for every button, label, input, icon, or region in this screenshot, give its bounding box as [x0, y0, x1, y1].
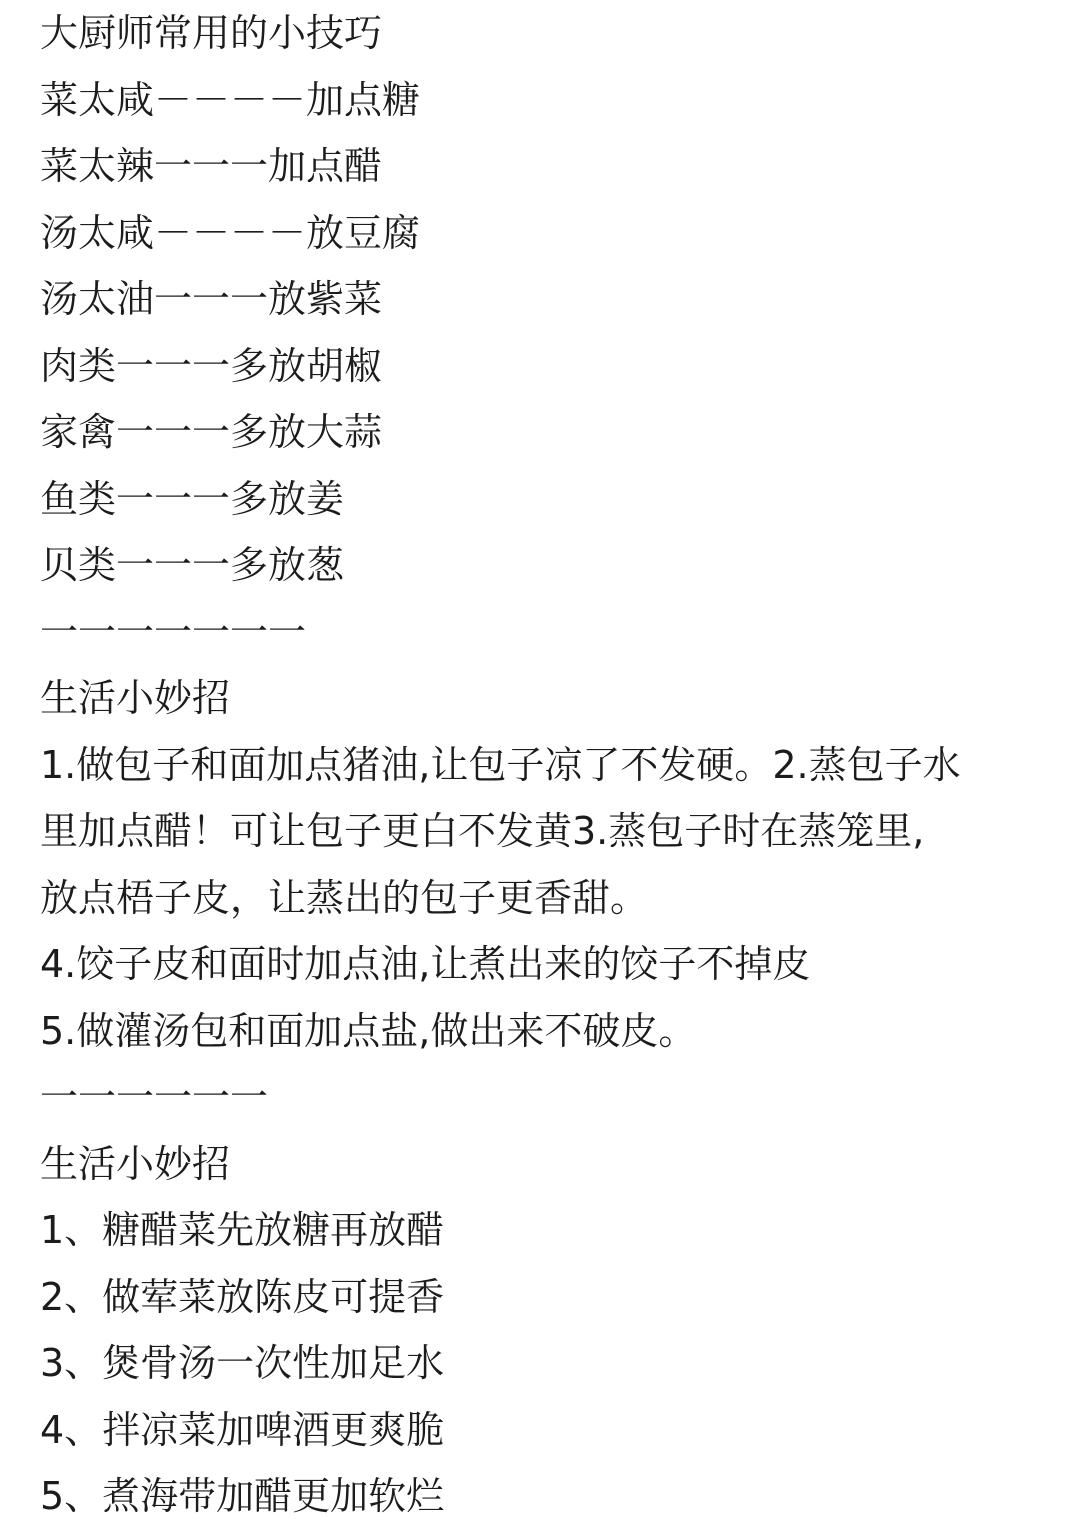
- tip-line: 家禽一一一多放大蒜: [40, 410, 383, 454]
- paragraph-line: 里加点醋！可让包子更白不发黄3.蒸包子时在蒸笼里,: [40, 809, 925, 853]
- tip-line: 肉类一一一多放胡椒: [40, 343, 383, 388]
- tip-line: 汤太油一一一放紫菜: [40, 277, 383, 321]
- divider-line: 一一一一一一: [40, 1075, 269, 1119]
- paragraph-line: 5.做灌汤包和面加点盐,做出来不破皮。: [40, 1008, 697, 1053]
- tip-line: 菜太辣一一一加点醋: [40, 144, 383, 188]
- paragraph-line: 放点梧子皮，让蒸出的包子更香甜。: [40, 875, 649, 920]
- divider-line: 一一一一一一一: [40, 609, 307, 654]
- paragraph-line: 4.饺子皮和面时加点油,让煮出来的饺子不掉皮: [40, 942, 811, 986]
- tip-line: 菜太咸－－－－加点糖: [40, 77, 421, 122]
- list-item: 4、拌凉菜加啤酒更爽脆: [40, 1407, 445, 1452]
- list-item: 2、做荤菜放陈皮可提香: [40, 1274, 445, 1319]
- list-item: 5、煮海带加醋更加软烂: [40, 1474, 445, 1518]
- section-heading: 生活小妙招: [40, 1141, 231, 1186]
- tip-line: 汤太咸－－－－放豆腐: [40, 210, 421, 255]
- tip-line: 鱼类一一一多放姜: [40, 476, 345, 521]
- section-heading: 生活小妙招: [40, 676, 231, 720]
- paragraph-line: 1.做包子和面加点猪油,让包子凉了不发硬。2.蒸包子水: [40, 742, 961, 787]
- list-item: 3、煲骨汤一次性加足水: [40, 1341, 445, 1385]
- tip-line: 贝类一一一多放葱: [40, 543, 345, 587]
- title-line: 大厨师常用的小技巧: [40, 11, 383, 55]
- list-item: 1、糖醋菜先放糖再放醋: [40, 1208, 445, 1252]
